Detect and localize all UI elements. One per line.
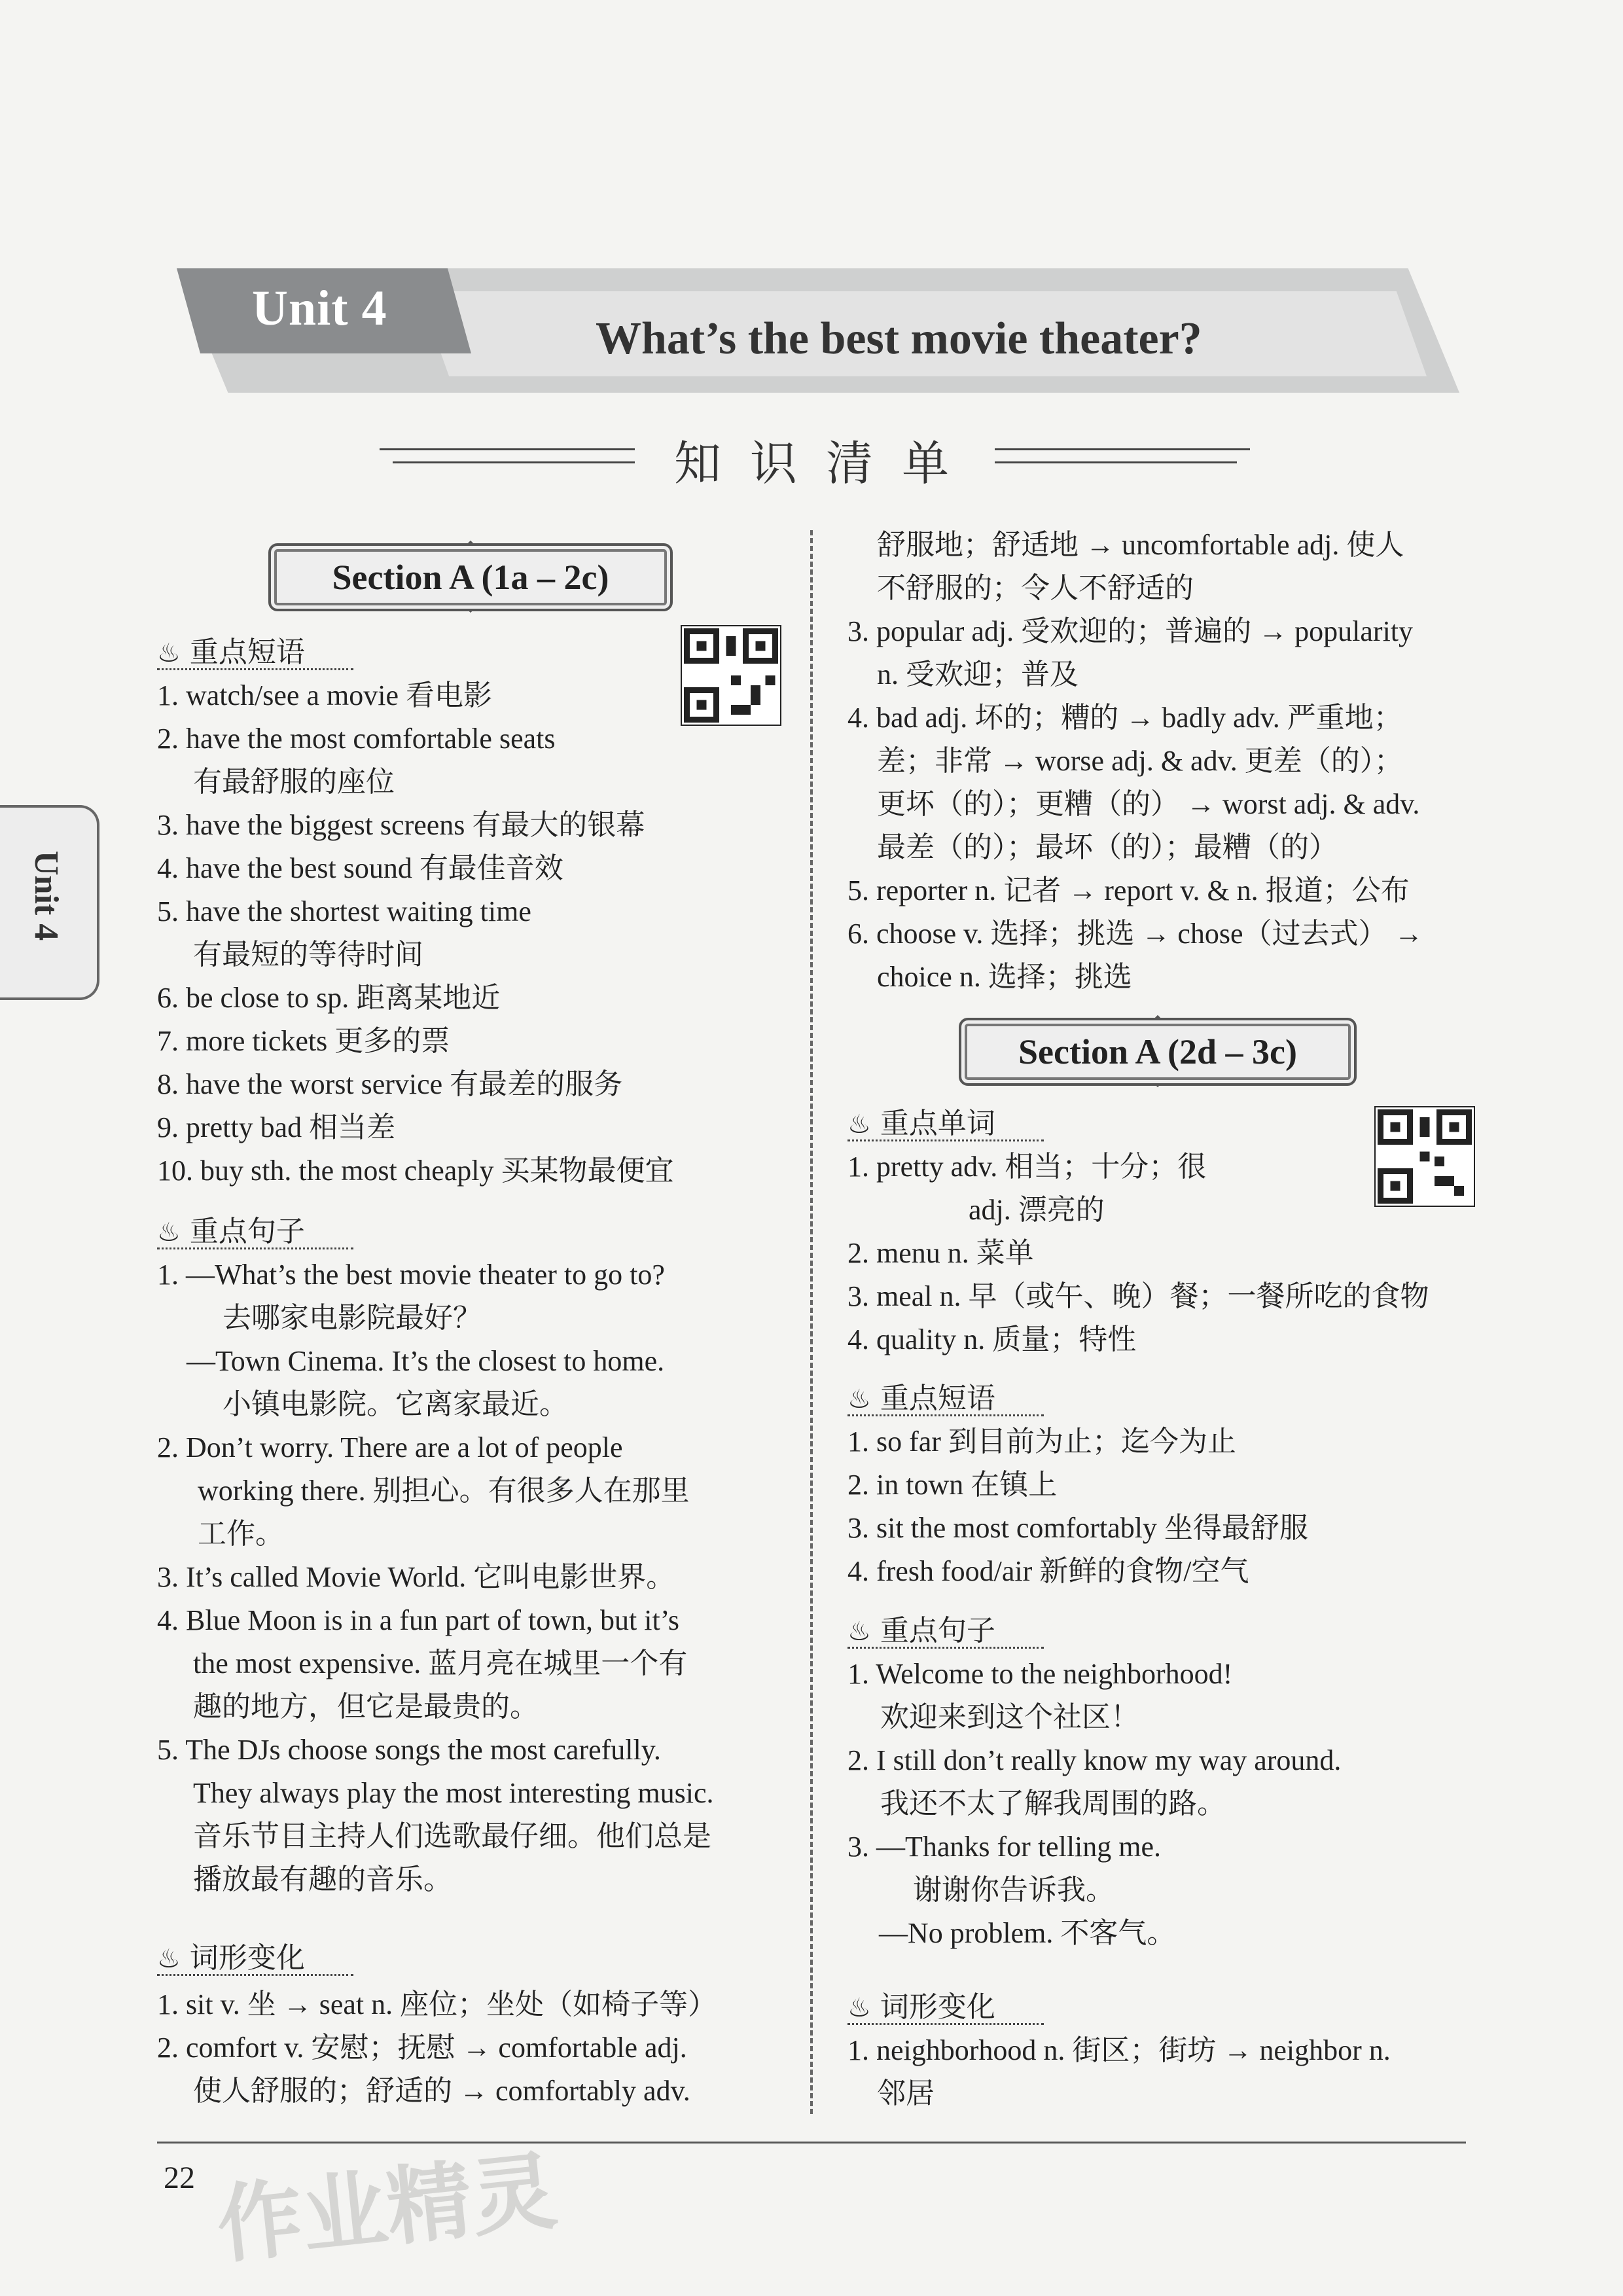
list-item: 3. meal n. 早（或午、晚）餐；一餐所吃的食物 [847,1280,1429,1312]
list-item: 6. choose v. 选择；挑选 → chose（过去式） → [847,918,1423,950]
deco-line-left [380,448,635,450]
list-item: 2. in town 在镇上 [847,1469,1058,1501]
list-item: 更坏（的）；更糟（的） → worst adj. & adv. [877,788,1420,820]
list-item: 使人舒服的；舒适的 → comfortably adv. [193,2075,690,2107]
qr-code-1 [681,625,781,726]
qr-icon [682,626,780,725]
list-item: 1. neighborhood n. 街区；街坊 → neighbor n. [847,2034,1391,2066]
heading-underline [847,1643,1044,1649]
list-item: 5. The DJs choose songs the most carefully. [157,1734,661,1766]
forms-list-b [847,2029,1391,2115]
list-item: 3. have the biggest screens 有最大的银幕 [157,809,645,841]
list-item: —No problem. 不客气。 [879,1917,1176,1949]
list-item: 1. watch/see a movie 看电影 [157,679,492,711]
heading-underline [157,664,353,670]
list-item: 工作。 [198,1518,284,1550]
heading-underline [847,1136,1044,1141]
list-item: working there. 别担心。有很多人在那里 [198,1475,690,1507]
word-forms-heading-b-text: 词形变化 [880,1990,995,2024]
steam-icon: ♨ [847,1993,871,2023]
list-item: 音乐节目主持人们选歌最仔细。他们总是 [193,1820,711,1852]
list-item: 4. fresh food/air 新鲜的食物/空气 [847,1555,1249,1587]
forms-list-continued [847,524,1423,999]
sentences-list-b [847,1653,1341,1955]
key-sentences-heading-b-text: 重点句子 [880,1614,995,1647]
steam-icon: ♨ [157,1944,181,1974]
key-phrases-heading-text: 重点短语 [189,636,305,669]
key-phrases-heading-b-text: 重点短语 [880,1382,995,1415]
steam-icon: ♨ [847,1384,871,1414]
list-item: 3. —Thanks for telling me. [847,1831,1162,1863]
list-item: 1. pretty adv. 相当；十分；很 [847,1151,1207,1183]
steam-icon: ♨ [847,1617,871,1647]
phrases-list-b [847,1420,1308,1593]
key-sentences-heading-text: 重点句子 [189,1215,305,1248]
list-item: 3. popular adj. 受欢迎的；普遍的 → popularity [847,615,1414,647]
words-list-b [847,1145,1429,1361]
heading-underline [157,1970,353,1976]
list-item: 6. be close to sp. 距离某地近 [157,982,501,1014]
section-a-2d-3c-label: Section A (2d – 3c) [959,1018,1357,1086]
key-words-heading-text: 重点单词 [880,1107,995,1140]
list-item: 2. menu n. 菜单 [847,1237,1034,1269]
heading-underline [157,1244,353,1249]
list-item: 趣的地方，但它是最贵的。 [193,1691,539,1723]
unit-title: What’s the best movie theater? [596,314,1202,364]
list-item: 5. reporter n. 记者 → report v. & n. 报道；公布 [847,874,1410,906]
list-item: 1. sit v. 坐 → seat n. 座位；坐处（如椅子等） [157,1988,717,2020]
list-item: —Town Cinema. It’s the closest to home. [187,1345,665,1377]
list-item: the most expensive. 蓝月亮在城里一个有 [193,1647,688,1679]
knowledge-list-heading: 知识清单 [674,436,978,491]
list-item: 5. have the shortest waiting time [157,895,531,927]
list-item: 我还不太了解我周围的路。 [880,1787,1226,1820]
list-item: 3. sit the most comfortably 坐得最舒服 [847,1512,1308,1544]
side-unit-tab-label: Unit 4 [27,851,65,941]
list-item: 4. quality n. 质量；特性 [847,1323,1137,1355]
list-item: 谢谢你告诉我。 [913,1874,1115,1906]
word-forms-heading-text: 词形变化 [189,1941,305,1975]
steam-icon: ♨ [157,638,181,668]
watermark: 作业精灵 [212,2141,562,2276]
list-item: 1. Welcome to the neighborhood! [847,1658,1233,1690]
steam-icon: ♨ [847,1109,871,1139]
page-number: 22 [164,2161,195,2195]
list-item: 2. I still don’t really know my way around. [847,1744,1342,1776]
list-item: 小镇电影院。它离家最近。 [223,1388,568,1420]
list-item: 播放最有趣的音乐。 [193,1863,452,1895]
list-item: 舒服地；舒适地 → uncomfortable adj. 使人 [877,529,1404,561]
forms-list-a [157,1983,717,2113]
list-item: n. 受欢迎；普及 [877,658,1079,691]
list-item: 4. have the best sound 有最佳音效 [157,852,563,884]
heading-underline [847,1410,1044,1416]
list-item: 3. It’s called Movie World. 它叫电影世界。 [157,1561,675,1593]
deco-line-right [995,448,1250,450]
list-item: 2. comfort v. 安慰；抚慰 → comfortable adj. [157,2032,687,2064]
list-item: 最差（的）；最坏（的）；最糟（的） [877,831,1338,863]
list-item: 7. more tickets 更多的票 [157,1025,450,1057]
list-item: 欢迎来到这个社区！ [880,1701,1139,1733]
list-item: 差；非常 → worse adj. & adv. 更差（的）； [877,745,1403,777]
list-item: 2. have the most comfortable seats [157,723,556,755]
heading-underline [847,2019,1044,2025]
list-item: 邻居 [877,2077,935,2109]
steam-icon: ♨ [157,1217,181,1247]
list-item: They always play the most interesting music. [193,1777,714,1809]
phrases-list-a [157,674,674,1193]
list-item: 10. buy sth. the most cheaply 买某物最便宜 [157,1155,674,1187]
deco-line-right-2 [995,461,1237,463]
list-item: 去哪家电影院最好？ [223,1302,482,1334]
list-item: choice n. 选择；挑选 [877,961,1132,993]
list-item: adj. 漂亮的 [969,1194,1105,1226]
list-item: 有最舒服的座位 [193,766,395,798]
column-divider [810,530,813,2114]
list-item: 8. have the worst service 有最差的服务 [157,1068,623,1100]
deco-line-left-2 [393,461,635,463]
list-item: 4. Blue Moon is in a fun part of town, but it’s [157,1604,680,1636]
sentences-list-a [157,1253,714,1901]
list-item: 9. pretty bad 相当差 [157,1111,396,1143]
list-item: 1. —What’s the best movie theater to go to? [157,1259,665,1291]
list-item: 1. so far 到目前为止；迄今为止 [847,1426,1236,1458]
list-item: 4. bad adj. 坏的；糟的 → badly adv. 严重地； [847,702,1402,734]
unit-label: Unit 4 [252,281,387,336]
list-item: 有最短的等待时间 [193,939,423,971]
list-item: 不舒服的；令人不舒适的 [877,572,1194,604]
list-item: 2. Don’t worry. There are a lot of people [157,1431,623,1463]
section-a-1a-2c-label: Section A (1a – 2c) [268,543,673,611]
